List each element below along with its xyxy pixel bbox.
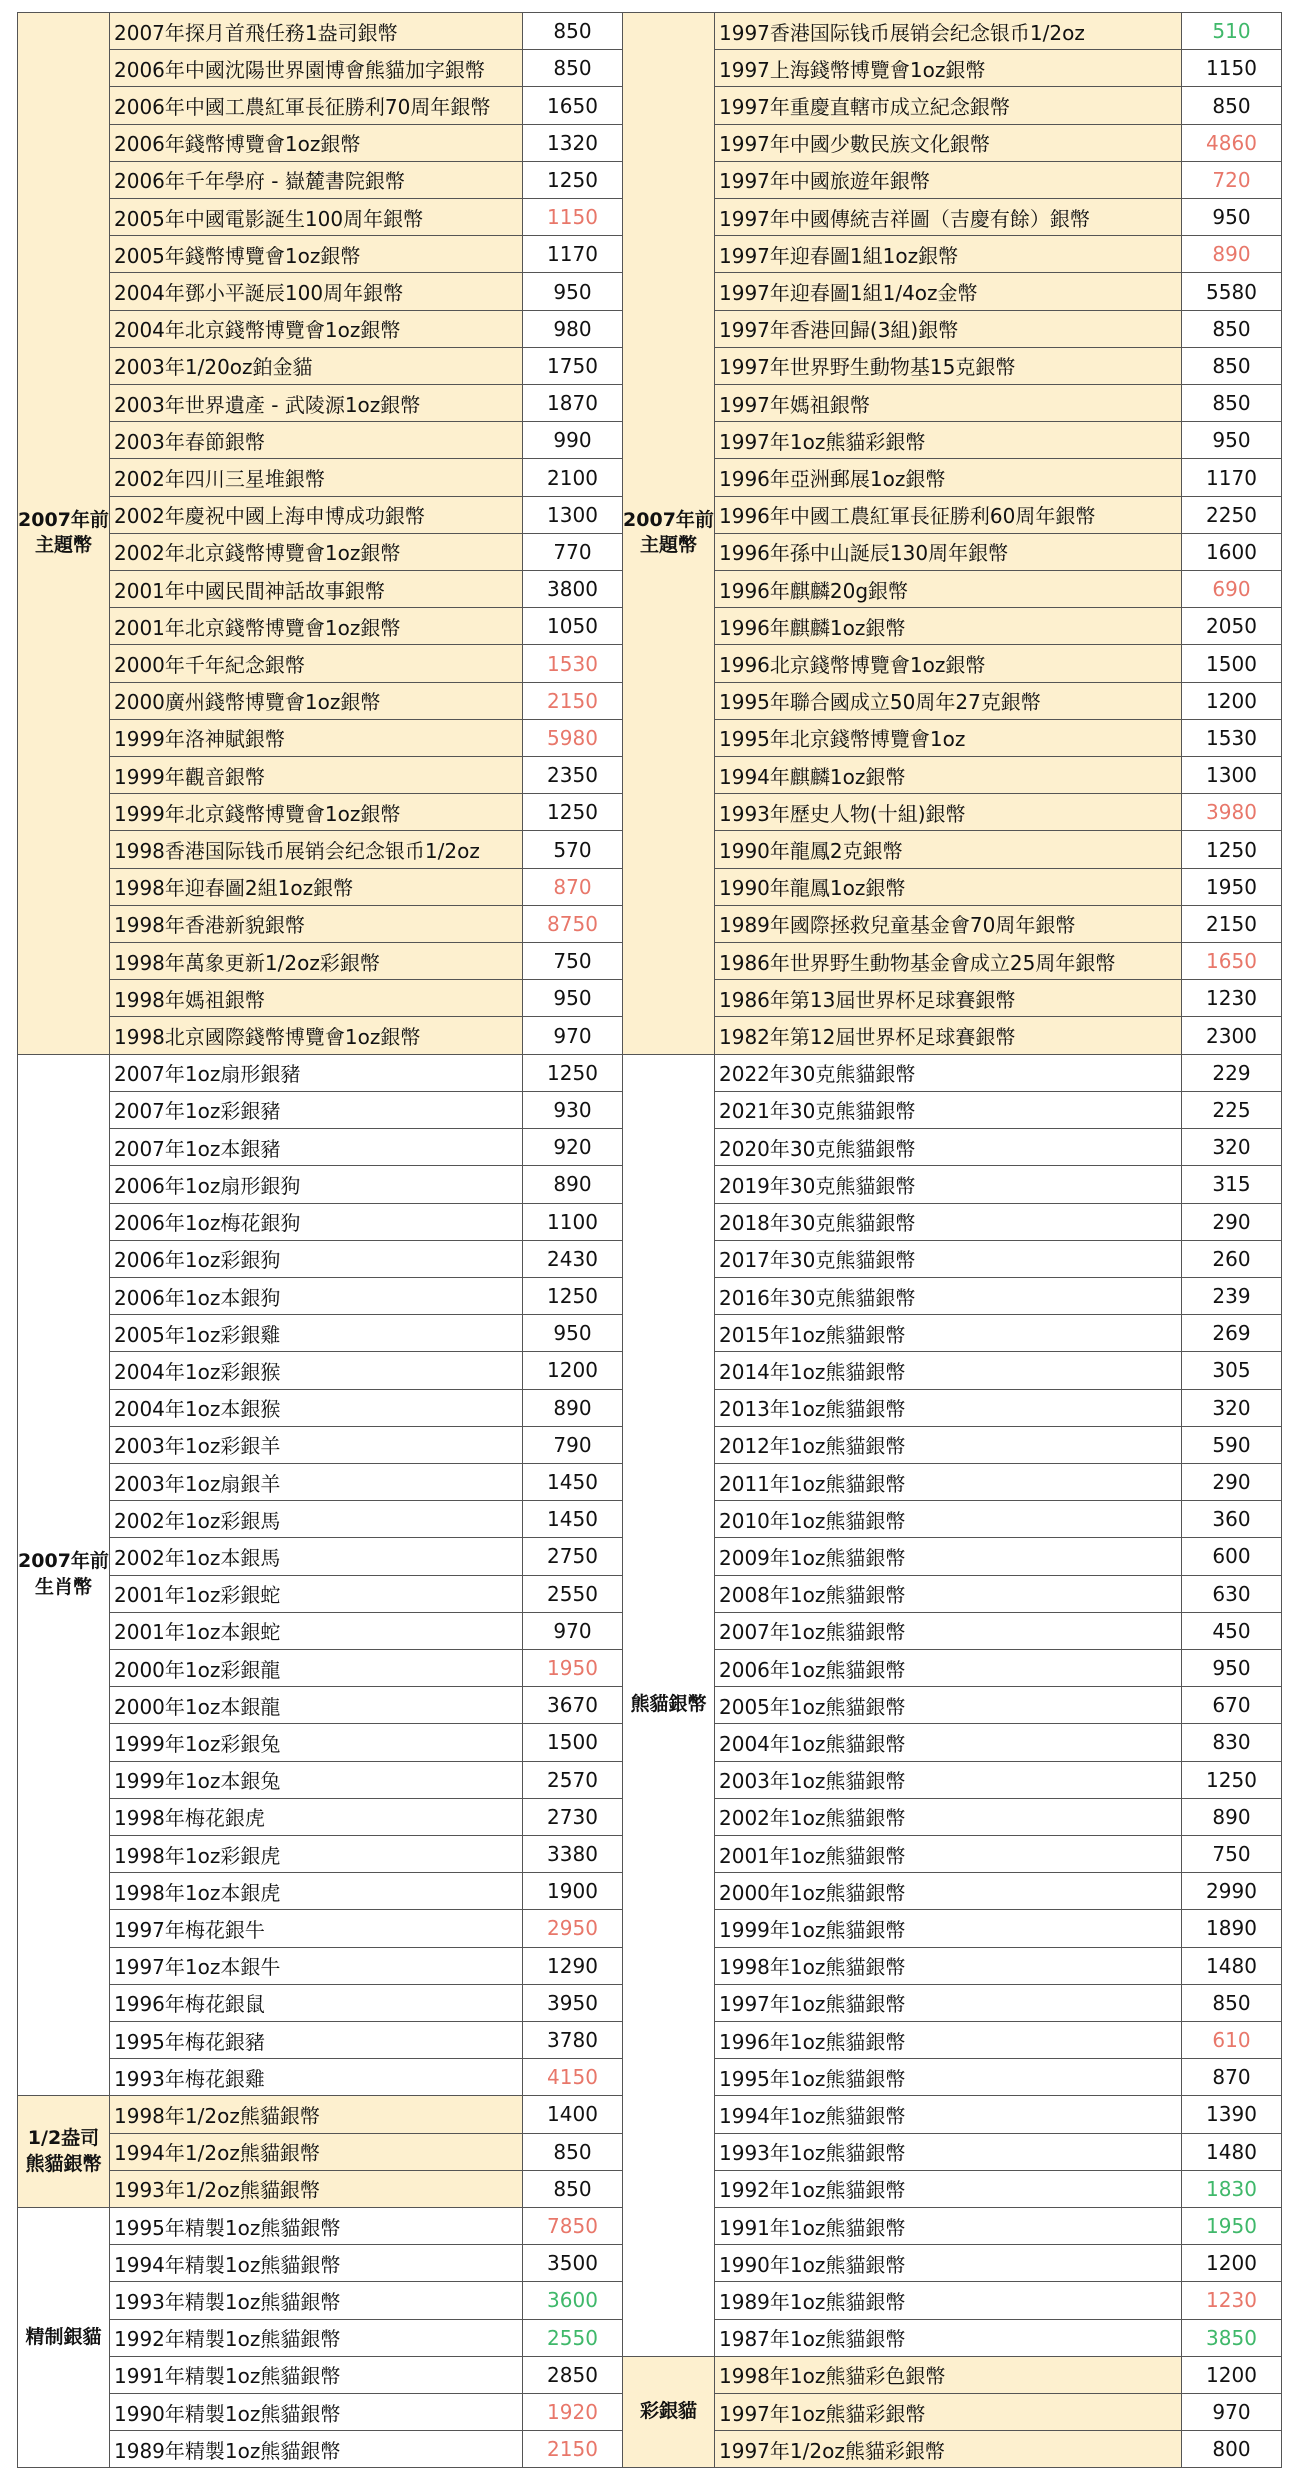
left-category-label: 2007年前 生肖幣 [18,1054,110,2096]
left-coin-name: 1998年香港新貌銀幣 [110,905,523,942]
left-coin-name: 2003年世界遺產 - 武陵源1oz銀幣 [110,385,523,422]
left-coin-price: 4150 [523,2059,623,2096]
left-coin-price: 2100 [523,459,623,496]
right-coin-name: 1996年麒麟20g銀幣 [715,571,1182,608]
right-coin-price: 1200 [1182,2245,1282,2282]
left-coin-name: 2006年中國沈陽世界園博會熊貓加字銀幣 [110,50,523,87]
left-coin-name: 2004年1oz本銀猴 [110,1389,523,1426]
left-coin-price: 1920 [523,2394,623,2431]
right-coin-name: 1996年1oz熊貓銀幣 [715,2021,1182,2058]
left-coin-price: 2430 [523,1240,623,1277]
left-coin-price: 1750 [523,347,623,384]
right-coin-name: 1994年1oz熊貓銀幣 [715,2096,1182,2133]
left-coin-price: 1100 [523,1203,623,1240]
coin-price-table [17,12,1282,2468]
right-coin-name: 1996年麒麟1oz銀幣 [715,608,1182,645]
left-coin-price: 1200 [523,1352,623,1389]
left-coin-name: 1994年精製1oz熊貓銀幣 [110,2245,523,2282]
right-coin-name: 1995年1oz熊貓銀幣 [715,2059,1182,2096]
left-coin-name: 2006年1oz本銀狗 [110,1277,523,1314]
left-coin-name: 1998年1/2oz熊貓銀幣 [110,2096,523,2133]
right-coin-price: 850 [1182,347,1282,384]
right-coin-price: 670 [1182,1687,1282,1724]
right-coin-name: 2021年30克熊貓銀幣 [715,1091,1182,1128]
left-coin-name: 1998年1oz本銀虎 [110,1873,523,1910]
left-coin-price: 1530 [523,645,623,682]
left-coin-price: 1320 [523,124,623,161]
left-coin-price: 3600 [523,2282,623,2319]
right-coin-name: 1997年媽祖銀幣 [715,385,1182,422]
right-coin-name: 1997年1oz熊貓彩銀幣 [715,422,1182,459]
right-coin-price: 4860 [1182,124,1282,161]
right-coin-price: 315 [1182,1166,1282,1203]
right-coin-name: 2010年1oz熊貓銀幣 [715,1501,1182,1538]
right-coin-price: 600 [1182,1538,1282,1575]
right-coin-name: 1997年中國旅遊年銀幣 [715,161,1182,198]
right-coin-price: 1150 [1182,50,1282,87]
right-coin-price: 225 [1182,1091,1282,1128]
right-coin-price: 1830 [1182,2170,1282,2207]
right-coin-price: 2300 [1182,1017,1282,1054]
right-coin-price: 1530 [1182,719,1282,756]
right-coin-name: 2013年1oz熊貓銀幣 [715,1389,1182,1426]
table-row [18,1054,1282,1091]
left-coin-price: 1150 [523,199,623,236]
left-coin-name: 1989年精製1oz熊貓銀幣 [110,2431,523,2468]
right-coin-name: 2019年30克熊貓銀幣 [715,1166,1182,1203]
left-coin-price: 2750 [523,1538,623,1575]
right-coin-name: 1992年1oz熊貓銀幣 [715,2170,1182,2207]
right-coin-name: 1990年龍鳳2克銀幣 [715,831,1182,868]
left-coin-name: 2006年錢幣博覽會1oz銀幣 [110,124,523,161]
right-coin-name: 2020年30克熊貓銀幣 [715,1129,1182,1166]
right-coin-price: 1650 [1182,943,1282,980]
right-coin-price: 890 [1182,1798,1282,1835]
right-coin-name: 2003年1oz熊貓銀幣 [715,1761,1182,1798]
left-coin-name: 1996年梅花銀鼠 [110,1984,523,2021]
left-coin-name: 2003年1oz扇銀羊 [110,1463,523,1500]
left-coin-name: 1998年萬象更新1/2oz彩銀幣 [110,943,523,980]
left-coin-price: 980 [523,310,623,347]
right-coin-price: 1390 [1182,2096,1282,2133]
right-coin-name: 1997年1oz熊貓彩銀幣 [715,2394,1182,2431]
right-coin-price: 1600 [1182,533,1282,570]
left-coin-name: 2003年春節銀幣 [110,422,523,459]
left-coin-price: 5980 [523,719,623,756]
right-coin-price: 850 [1182,310,1282,347]
table-row [18,13,1282,50]
right-category-label: 熊貓銀幣 [623,1054,715,2356]
left-coin-price: 2550 [523,2319,623,2356]
right-coin-name: 1986年第13屆世界杯足球賽銀幣 [715,980,1182,1017]
right-coin-name: 2008年1oz熊貓銀幣 [715,1575,1182,1612]
left-coin-price: 870 [523,868,623,905]
left-coin-name: 2005年1oz彩銀雞 [110,1315,523,1352]
left-coin-price: 1250 [523,161,623,198]
left-coin-name: 1993年1/2oz熊貓銀幣 [110,2170,523,2207]
left-coin-price: 1170 [523,236,623,273]
right-coin-name: 1997年1oz熊貓銀幣 [715,1984,1182,2021]
right-coin-price: 1200 [1182,682,1282,719]
right-coin-price: 1250 [1182,831,1282,868]
left-coin-price: 790 [523,1426,623,1463]
right-coin-name: 1997年中國傳統吉祥圖（吉慶有餘）銀幣 [715,199,1182,236]
left-coin-price: 3950 [523,1984,623,2021]
right-coin-price: 1500 [1182,645,1282,682]
right-coin-price: 590 [1182,1426,1282,1463]
right-coin-price: 950 [1182,1649,1282,1686]
right-coin-name: 2004年1oz熊貓銀幣 [715,1724,1182,1761]
left-coin-price: 1250 [523,1054,623,1091]
right-coin-name: 2016年30克熊貓銀幣 [715,1277,1182,1314]
right-coin-price: 970 [1182,2394,1282,2431]
right-coin-name: 1997年中國少數民族文化銀幣 [715,124,1182,161]
right-coin-name: 1991年1oz熊貓銀幣 [715,2207,1182,2244]
right-coin-name: 1990年龍鳳1oz銀幣 [715,868,1182,905]
right-coin-price: 950 [1182,422,1282,459]
right-coin-name: 2000年1oz熊貓銀幣 [715,1873,1182,1910]
left-coin-price: 1650 [523,87,623,124]
right-coin-price: 800 [1182,2431,1282,2468]
right-coin-price: 3980 [1182,794,1282,831]
left-coin-price: 2150 [523,682,623,719]
left-coin-price: 3780 [523,2021,623,2058]
left-coin-name: 1994年1/2oz熊貓銀幣 [110,2133,523,2170]
left-coin-name: 2004年鄧小平誕辰100周年銀幣 [110,273,523,310]
right-coin-price: 290 [1182,1463,1282,1500]
right-coin-name: 1989年1oz熊貓銀幣 [715,2282,1182,2319]
left-coin-price: 2350 [523,757,623,794]
left-coin-price: 1250 [523,794,623,831]
left-coin-name: 2001年北京錢幣博覽會1oz銀幣 [110,608,523,645]
right-coin-name: 1982年第12屆世界杯足球賽銀幣 [715,1017,1182,1054]
right-coin-price: 450 [1182,1612,1282,1649]
left-coin-price: 990 [523,422,623,459]
right-category-label: 彩銀貓 [623,2356,715,2468]
left-coin-price: 850 [523,2133,623,2170]
right-coin-price: 890 [1182,236,1282,273]
left-coin-price: 2570 [523,1761,623,1798]
right-coin-name: 1996年孫中山誕辰130周年銀幣 [715,533,1182,570]
right-coin-price: 320 [1182,1389,1282,1426]
right-coin-price: 2150 [1182,905,1282,942]
left-coin-price: 950 [523,1315,623,1352]
left-coin-price: 1500 [523,1724,623,1761]
left-coin-name: 1998年梅花銀虎 [110,1798,523,1835]
left-coin-price: 890 [523,1166,623,1203]
right-coin-price: 2250 [1182,496,1282,533]
right-coin-price: 2990 [1182,1873,1282,1910]
right-coin-name: 2011年1oz熊貓銀幣 [715,1463,1182,1500]
left-coin-name: 2001年中國民間神話故事銀幣 [110,571,523,608]
left-coin-name: 2005年錢幣博覽會1oz銀幣 [110,236,523,273]
right-coin-price: 720 [1182,161,1282,198]
right-coin-price: 950 [1182,199,1282,236]
left-coin-price: 1450 [523,1463,623,1500]
left-coin-name: 2002年四川三星堆銀幣 [110,459,523,496]
right-coin-price: 750 [1182,1835,1282,1872]
left-coin-price: 3800 [523,571,623,608]
right-coin-price: 610 [1182,2021,1282,2058]
left-coin-name: 1992年精製1oz熊貓銀幣 [110,2319,523,2356]
right-coin-price: 690 [1182,571,1282,608]
right-coin-name: 1995年北京錢幣博覽會1oz [715,719,1182,756]
left-coin-name: 2002年1oz本銀馬 [110,1538,523,1575]
left-coin-price: 770 [523,533,623,570]
right-coin-name: 2014年1oz熊貓銀幣 [715,1352,1182,1389]
right-coin-price: 1250 [1182,1761,1282,1798]
right-coin-name: 1996北京錢幣博覽會1oz銀幣 [715,645,1182,682]
left-coin-name: 2000年千年紀念銀幣 [110,645,523,682]
left-coin-name: 2007年1oz扇形銀豬 [110,1054,523,1091]
left-coin-price: 850 [523,2170,623,2207]
left-coin-name: 2007年探月首飛任務1盎司銀幣 [110,13,523,50]
left-coin-name: 2002年慶祝中國上海申博成功銀幣 [110,496,523,533]
right-coin-name: 1993年1oz熊貓銀幣 [715,2133,1182,2170]
price-table-wrapper [17,12,1281,2468]
left-coin-price: 2850 [523,2356,623,2393]
right-coin-price: 1950 [1182,868,1282,905]
left-coin-name: 1998年迎春圖2組1oz銀幣 [110,868,523,905]
right-coin-price: 1480 [1182,1947,1282,1984]
left-coin-price: 750 [523,943,623,980]
left-coin-price: 920 [523,1129,623,1166]
left-coin-name: 2000年1oz彩銀龍 [110,1649,523,1686]
left-coin-name: 1993年精製1oz熊貓銀幣 [110,2282,523,2319]
left-coin-name: 1998年媽祖銀幣 [110,980,523,1017]
right-coin-name: 1999年1oz熊貓銀幣 [715,1910,1182,1947]
left-coin-name: 1999年1oz本銀兔 [110,1761,523,1798]
left-coin-price: 850 [523,13,623,50]
left-coin-name: 2005年中國電影誕生100周年銀幣 [110,199,523,236]
right-coin-price: 1950 [1182,2207,1282,2244]
right-coin-name: 1997香港国际钱币展销会纪念银币1/2oz [715,13,1182,50]
right-coin-name: 1998年1oz熊貓銀幣 [715,1947,1182,1984]
left-coin-price: 930 [523,1091,623,1128]
right-coin-price: 269 [1182,1315,1282,1352]
left-coin-name: 2000年1oz本銀龍 [110,1687,523,1724]
table-body [18,13,1282,2468]
left-coin-name: 2004年1oz彩銀猴 [110,1352,523,1389]
right-coin-name: 1998年1oz熊貓彩色銀幣 [715,2356,1182,2393]
left-category-label: 精制銀貓 [18,2207,110,2467]
left-coin-price: 1900 [523,1873,623,1910]
left-coin-price: 3670 [523,1687,623,1724]
right-coin-price: 1230 [1182,2282,1282,2319]
right-coin-name: 1997年迎春圖1組1/4oz金幣 [715,273,1182,310]
left-coin-price: 950 [523,980,623,1017]
left-coin-name: 1993年梅花銀雞 [110,2059,523,2096]
left-coin-name: 1998香港国际钱币展销会纪念银币1/2oz [110,831,523,868]
left-coin-name: 2002年北京錢幣博覽會1oz銀幣 [110,533,523,570]
right-coin-price: 320 [1182,1129,1282,1166]
right-coin-name: 1986年世界野生動物基金會成立25周年銀幣 [715,943,1182,980]
left-coin-name: 1998北京國際錢幣博覽會1oz銀幣 [110,1017,523,1054]
left-coin-name: 2006年1oz扇形銀狗 [110,1166,523,1203]
right-coin-price: 1200 [1182,2356,1282,2393]
right-coin-name: 1990年1oz熊貓銀幣 [715,2245,1182,2282]
left-coin-name: 2007年1oz彩銀豬 [110,1091,523,1128]
right-coin-name: 1997年重慶直轄市成立紀念銀幣 [715,87,1182,124]
right-coin-name: 1997年1/2oz熊貓彩銀幣 [715,2431,1182,2468]
left-coin-price: 950 [523,273,623,310]
left-coin-price: 1290 [523,1947,623,1984]
right-coin-price: 850 [1182,385,1282,422]
right-coin-price: 360 [1182,1501,1282,1538]
left-coin-price: 1450 [523,1501,623,1538]
right-coin-name: 1994年麒麟1oz銀幣 [715,757,1182,794]
right-coin-price: 229 [1182,1054,1282,1091]
right-coin-name: 2007年1oz熊貓銀幣 [715,1612,1182,1649]
left-coin-name: 2003年1/20oz鉑金貓 [110,347,523,384]
right-coin-price: 1170 [1182,459,1282,496]
left-coin-name: 2006年中國工農紅軍長征勝利70周年銀幣 [110,87,523,124]
left-coin-name: 1995年精製1oz熊貓銀幣 [110,2207,523,2244]
right-coin-price: 260 [1182,1240,1282,1277]
right-coin-name: 2018年30克熊貓銀幣 [715,1203,1182,1240]
left-coin-price: 3500 [523,2245,623,2282]
left-coin-name: 1990年精製1oz熊貓銀幣 [110,2394,523,2431]
right-coin-name: 1996年亞洲郵展1oz銀幣 [715,459,1182,496]
left-coin-name: 2007年1oz本銀豬 [110,1129,523,1166]
left-coin-price: 970 [523,1612,623,1649]
right-coin-price: 1300 [1182,757,1282,794]
right-coin-name: 1996年中國工農紅軍長征勝利60周年銀幣 [715,496,1182,533]
right-coin-price: 1230 [1182,980,1282,1017]
left-coin-price: 1250 [523,1277,623,1314]
right-coin-name: 1997上海錢幣博覽會1oz銀幣 [715,50,1182,87]
left-coin-price: 7850 [523,2207,623,2244]
left-category-label: 2007年前 主題幣 [18,13,110,1055]
left-coin-name: 1999年北京錢幣博覽會1oz銀幣 [110,794,523,831]
right-coin-price: 239 [1182,1277,1282,1314]
right-coin-price: 830 [1182,1724,1282,1761]
right-coin-price: 290 [1182,1203,1282,1240]
left-coin-price: 1870 [523,385,623,422]
left-coin-name: 2001年1oz本銀蛇 [110,1612,523,1649]
left-coin-price: 3380 [523,1835,623,1872]
left-coin-name: 2000廣州錢幣博覽會1oz銀幣 [110,682,523,719]
right-coin-name: 2005年1oz熊貓銀幣 [715,1687,1182,1724]
right-coin-name: 2022年30克熊貓銀幣 [715,1054,1182,1091]
left-coin-name: 1999年觀音銀幣 [110,757,523,794]
right-coin-price: 3850 [1182,2319,1282,2356]
left-coin-name: 1997年梅花銀牛 [110,1910,523,1947]
right-coin-price: 1890 [1182,1910,1282,1947]
left-coin-price: 1400 [523,2096,623,2133]
right-coin-price: 2050 [1182,608,1282,645]
table-row [18,2356,1282,2393]
right-coin-price: 850 [1182,87,1282,124]
left-coin-price: 2550 [523,1575,623,1612]
left-coin-name: 2006年千年學府 - 嶽麓書院銀幣 [110,161,523,198]
right-coin-name: 2002年1oz熊貓銀幣 [715,1798,1182,1835]
left-coin-price: 890 [523,1389,623,1426]
left-coin-name: 1999年洛神賦銀幣 [110,719,523,756]
right-coin-name: 1987年1oz熊貓銀幣 [715,2319,1182,2356]
right-coin-price: 630 [1182,1575,1282,1612]
left-coin-price: 2730 [523,1798,623,1835]
right-coin-price: 870 [1182,2059,1282,2096]
right-category-label: 2007年前 主題幣 [623,13,715,1055]
left-coin-name: 2002年1oz彩銀馬 [110,1501,523,1538]
left-coin-name: 2006年1oz彩銀狗 [110,1240,523,1277]
left-coin-price: 8750 [523,905,623,942]
right-coin-price: 1480 [1182,2133,1282,2170]
left-coin-name: 2001年1oz彩銀蛇 [110,1575,523,1612]
left-coin-name: 1998年1oz彩銀虎 [110,1835,523,1872]
right-coin-name: 1997年迎春圖1組1oz銀幣 [715,236,1182,273]
right-coin-price: 850 [1182,1984,1282,2021]
left-category-label: 1/2盎司 熊貓銀幣 [18,2096,110,2208]
right-coin-price: 510 [1182,13,1282,50]
left-coin-price: 1950 [523,1649,623,1686]
right-coin-name: 1995年聯合國成立50周年27克銀幣 [715,682,1182,719]
right-coin-name: 2017年30克熊貓銀幣 [715,1240,1182,1277]
left-coin-price: 1300 [523,496,623,533]
right-coin-name: 1997年世界野生動物基15克銀幣 [715,347,1182,384]
left-coin-price: 850 [523,50,623,87]
right-coin-name: 2009年1oz熊貓銀幣 [715,1538,1182,1575]
right-coin-name: 1989年國際拯救兒童基金會70周年銀幣 [715,905,1182,942]
right-coin-name: 1997年香港回歸(3組)銀幣 [715,310,1182,347]
right-coin-price: 5580 [1182,273,1282,310]
left-coin-name: 1999年1oz彩銀兔 [110,1724,523,1761]
left-coin-name: 1995年梅花銀豬 [110,2021,523,2058]
left-coin-name: 1991年精製1oz熊貓銀幣 [110,2356,523,2393]
right-coin-price: 305 [1182,1352,1282,1389]
left-coin-name: 2006年1oz梅花銀狗 [110,1203,523,1240]
left-coin-price: 970 [523,1017,623,1054]
left-coin-price: 570 [523,831,623,868]
left-coin-name: 2003年1oz彩銀羊 [110,1426,523,1463]
right-coin-name: 2012年1oz熊貓銀幣 [715,1426,1182,1463]
right-coin-name: 2015年1oz熊貓銀幣 [715,1315,1182,1352]
left-coin-price: 2950 [523,1910,623,1947]
left-coin-price: 1050 [523,608,623,645]
left-coin-name: 1997年1oz本銀牛 [110,1947,523,1984]
left-coin-price: 2150 [523,2431,623,2468]
right-coin-name: 1993年歷史人物(十組)銀幣 [715,794,1182,831]
left-coin-name: 2004年北京錢幣博覽會1oz銀幣 [110,310,523,347]
right-coin-name: 2006年1oz熊貓銀幣 [715,1649,1182,1686]
right-coin-name: 2001年1oz熊貓銀幣 [715,1835,1182,1872]
